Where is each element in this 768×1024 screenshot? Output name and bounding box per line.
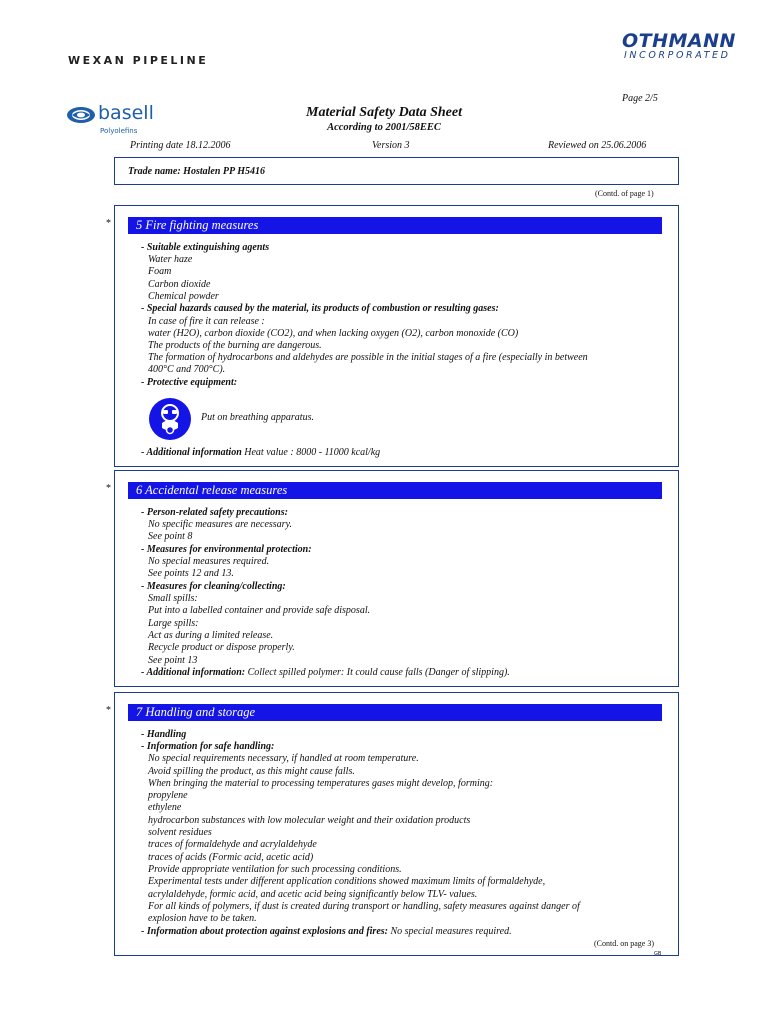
breathing-apparatus-icon [148, 397, 192, 441]
safe-handling-line: propylene [148, 790, 188, 801]
hazards-line: The products of the burning are dangerous. [148, 340, 322, 351]
hazards-line: In case of fire it can release : [148, 316, 265, 327]
env-protection-line: No special measures required. [148, 556, 270, 567]
breathing-apparatus-text: Put on breathing apparatus. [201, 412, 314, 423]
env-protection-line: See points 12 and 13. [148, 568, 234, 579]
cleaning-line: Large spills: [148, 618, 199, 629]
safe-handling-line: ethylene [148, 802, 182, 813]
safe-handling-label: - Information for safe handling: [141, 741, 275, 752]
version: Version 3 [372, 140, 410, 151]
person-precautions-line: No specific measures are necessary. [148, 519, 292, 530]
safe-handling-line: Provide appropriate ventilation for such processing conditions. [148, 864, 402, 875]
cleaning-line: See point 13 [148, 655, 198, 666]
safe-handling-line: explosion have to be taken. [148, 913, 257, 924]
extinguishing-item: Foam [148, 266, 172, 277]
cleaning-label: - Measures for cleaning/collecting: [141, 581, 286, 592]
section6-heading: 6 Accidental release measures [128, 482, 662, 499]
safe-handling-line: traces of acids (Formic acid, acetic acid) [148, 852, 314, 863]
continued-on: (Contd. on page 3) [594, 939, 654, 948]
env-protection-label: - Measures for environmental protection: [141, 544, 312, 555]
cleaning-line: Put into a labelled container and provide safe disposal. [148, 605, 371, 616]
printing-date: Printing date 18.12.2006 [130, 140, 231, 151]
safe-handling-line: No special requirements necessary, if handled at room temperature. [148, 753, 419, 764]
safe-handling-line: Experimental tests under different application conditions showed maximum limits of formaldehyde, [148, 876, 546, 887]
safe-handling-line: When bringing the material to processing temperatures gases might develop, forming: [148, 778, 494, 789]
extinguishing-item: Carbon dioxide [148, 279, 211, 290]
trade-name: Trade name: Hostalen PP H5416 [128, 166, 266, 177]
section5-heading: 5 Fire fighting measures [128, 217, 662, 234]
extinguishing-item: Water haze [148, 254, 193, 265]
document-subtitle: According to 2001/58EEC [327, 122, 441, 133]
section6-change-marker: * [106, 483, 111, 494]
hazards-line: water (H2O), carbon dioxide (CO2), and when lacking oxygen (O2), carbon monoxide (CO) [148, 328, 519, 339]
wexan-pipeline-logo: WEXAN PIPELINE [68, 54, 209, 67]
extinguishing-label: - Suitable extinguishing agents [141, 242, 270, 253]
continued-from: (Contd. of page 1) [595, 189, 654, 198]
safe-handling-line: hydrocarbon substances with low molecular weight and their oxidation products [148, 815, 471, 826]
othmann-logo: OTHMANN [622, 30, 736, 52]
safe-handling-line: For all kinds of polymers, if dust is created during transport or handling, safety measures against danger of [148, 901, 580, 912]
cleaning-line: Recycle product or dispose properly. [148, 642, 295, 653]
handling-label: - Handling [141, 729, 187, 740]
safe-handling-line: traces of formaldehyde and acrylaldehyde [148, 839, 317, 850]
hazards-line: The formation of hydrocarbons and aldehydes are possible in the initial stages of a fire (especially in between [148, 352, 588, 363]
section6-additional-info: - Additional information: Collect spilled polymer: It could cause falls (Danger of slipping). [141, 667, 510, 678]
protective-label: - Protective equipment: [141, 377, 238, 388]
othmann-logo-subtitle: INCORPORATED [624, 50, 731, 61]
person-precautions-line: See point 8 [148, 531, 193, 542]
section7-change-marker: * [106, 705, 111, 716]
person-precautions-label: - Person-related safety precautions: [141, 507, 288, 518]
safe-handling-line: solvent residues [148, 827, 212, 838]
explosion-protection-info: - Information about protection against explosions and fires: No special measures required. [141, 926, 512, 937]
section5-change-marker: * [106, 218, 111, 229]
section7-heading: 7 Handling and storage [128, 704, 662, 721]
page-number: Page 2/5 [622, 93, 658, 104]
safe-handling-line: acrylaldehyde, formic acid, and acetic acid being significantly below TLV- values. [148, 889, 478, 900]
cleaning-line: Small spills: [148, 593, 198, 604]
basell-logo-text: basell [98, 102, 154, 124]
reviewed-date: Reviewed on 25.06.2006 [548, 140, 647, 151]
hazards-label: - Special hazards caused by the material, its products of combustion or resulting gases: [141, 303, 499, 314]
basell-logo-subtext: Polyolefins [100, 127, 138, 135]
section5-additional-info: - Additional information Heat value : 8000 - 11000 kcal/kg [141, 447, 381, 458]
country-code: GB [654, 951, 662, 957]
document-title: Material Safety Data Sheet [306, 105, 462, 120]
extinguishing-item: Chemical powder [148, 291, 219, 302]
cleaning-line: Act as during a limited release. [148, 630, 274, 641]
hazards-line: 400°C and 700°C). [148, 364, 226, 375]
safe-handling-line: Avoid spilling the product, as this might cause falls. [148, 766, 355, 777]
